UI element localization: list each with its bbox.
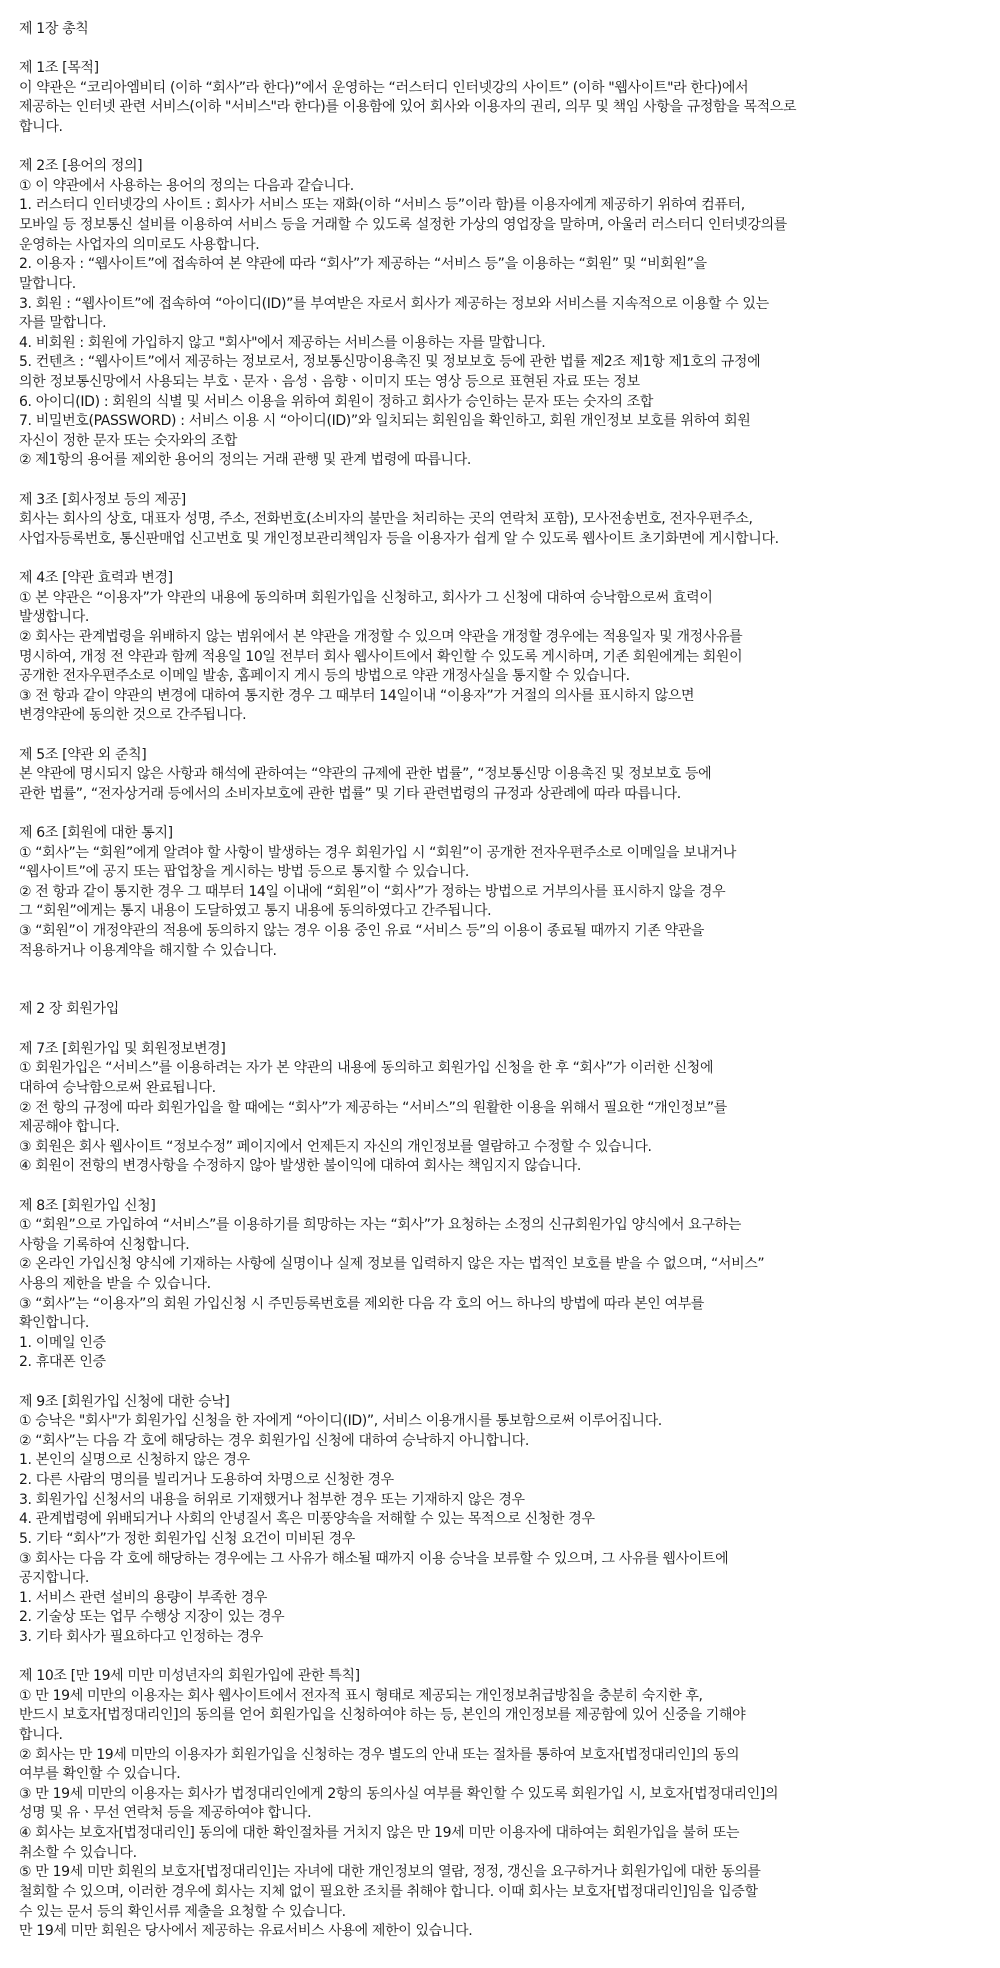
- text-line: 공지합니다.: [19, 1570, 89, 1587]
- list-item: 3. 회원가입 신청서의 내용을 허위로 기재했거나 첨부한 경우 또는 기재하지 않은 경우: [19, 1491, 525, 1508]
- text-line: 이 약관은 “코리아엠비티 (이하 “회사”라 한다)”에서 운영하는 “러스터디 인터넷강의 사이트” (이하 "웹사이트"라 한다)에서: [19, 79, 749, 96]
- text-line: 자를 말합니다.: [19, 315, 107, 332]
- clause-line: ② 온라인 가입신청 양식에 기재하는 사항에 실명이나 실제 정보를 입력하지 않은 자는 법적인 보호를 받을 수 없으며, “서비스”: [19, 1256, 765, 1273]
- list-item: 5. 기타 “회사”가 정한 회원가입 신청 요건이 미비된 경우: [19, 1530, 355, 1547]
- article-heading: 제 10조 [만 19세 미만 미성년자의 회원가입에 관한 특칙]: [19, 1668, 360, 1685]
- clause-line: ① “회원”으로 가입하여 “서비스”를 이용하기를 희망하는 자는 “회사”가 요청하는 소정의 신규회원가입 양식에서 요구하는: [19, 1217, 741, 1234]
- text-line: 만 19세 미만 회원은 당사에서 제공하는 유료서비스 사용에 제한이 있습니다.: [19, 1923, 473, 1940]
- list-item: 3. 기타 회사가 필요하다고 인정하는 경우: [19, 1628, 263, 1645]
- text-line: 발생합니다.: [19, 609, 89, 626]
- text-line: 성명 및 유ㆍ무선 연락처 등을 제공하여야 합니다.: [19, 1805, 312, 1822]
- text-line: 그 “회원”에게는 통지 내용이 도달하였고 통지 내용에 동의하였다고 간주됩니다.: [19, 903, 492, 920]
- article-heading: 제 4조 [약관 효력과 변경]: [19, 570, 173, 587]
- list-item: 3. 회원 : “웹사이트”에 접속하여 “아이디(ID)”를 부여받은 자로서 회사가 제공하는 정보와 서비스를 지속적으로 이용할 수 있는: [19, 295, 769, 312]
- list-item: 2. 기술상 또는 업무 수행상 지장이 있는 경우: [19, 1609, 285, 1626]
- list-item: 1. 서비스 관련 설비의 용량이 부족한 경우: [19, 1589, 268, 1606]
- list-item: 1. 본인의 실명으로 신청하지 않은 경우: [19, 1452, 250, 1469]
- clause-line: ① 만 19세 미만의 이용자는 회사 웹사이트에서 전자적 표시 형태로 제공되는 개인정보취급방침을 충분히 숙지한 후,: [19, 1687, 703, 1704]
- list-item: 2. 다른 사람의 명의를 빌리거나 도용하여 차명으로 신청한 경우: [19, 1472, 394, 1489]
- article-heading: 제 8조 [회원가입 신청]: [19, 1197, 156, 1214]
- text-line: 사항을 기록하여 신청합니다.: [19, 1236, 190, 1253]
- clause-line: ③ 만 19세 미만의 이용자는 회사가 법정대리인에게 2항의 동의사실 여부를 확인할 수 있도록 회원가입 시, 보호자[법정대리인]의: [19, 1785, 779, 1802]
- text-line: “웹사이트”에 공지 또는 팝업창을 게시하는 방법 등으로 통지할 수 있습니다.: [19, 864, 470, 881]
- text-line: 모바일 등 정보통신 설비를 이용하여 서비스 등을 거래할 수 있도록 설정한 가상의 영업장을 말하며, 아울러 러스터디 인터넷강의를: [19, 217, 787, 234]
- text-line: 자신이 정한 문자 또는 숫자와의 조합: [19, 432, 238, 449]
- article-heading: 제 1조 [목적]: [19, 60, 99, 77]
- clause-line: ① 이 약관에서 사용하는 용어의 정의는 다음과 같습니다.: [19, 177, 354, 194]
- clause-line: ④ 회사는 보호자[법정대리인] 동의에 대한 확인절차를 거치지 않은 만 19세 미만 이용자에 대하여는 회원가입을 불허 또는: [19, 1825, 740, 1842]
- text-line: 수 있는 문서 등의 확인서류 제출을 요청할 수 있습니다.: [19, 1903, 346, 1920]
- clause-line: ② 회사는 만 19세 미만의 이용자가 회원가입을 신청하는 경우 별도의 안내 또는 절차를 통하여 보호자[법정대리인]의 동의: [19, 1746, 740, 1763]
- text-line: 말합니다.: [19, 275, 76, 292]
- blank-line: [19, 804, 981, 824]
- clause-line: ② 제1항의 용어를 제외한 용어의 정의는 거래 관행 및 관계 법령에 따릅니다.: [19, 452, 472, 469]
- text-line: 대하여 승낙함으로써 완료됩니다.: [19, 1079, 216, 1096]
- article-heading: 제 7조 [회원가입 및 회원정보변경]: [19, 1040, 226, 1057]
- blank-line: [19, 961, 981, 981]
- article-heading: 제 2조 [용어의 정의]: [19, 158, 143, 175]
- clause-line: ① 본 약관은 “이용자”가 약관의 내용에 동의하며 회원가입을 신청하고, 회사가 그 신청에 대하여 승낙함으로써 효력이: [19, 589, 713, 606]
- clause-line: ② “회사”는 다음 각 호에 해당하는 경우 회원가입 신청에 대하여 승낙하지 아니합니다.: [19, 1432, 529, 1449]
- clause-line: ② 전 항의 규정에 따라 회원가입을 할 때에는 “회사”가 제공하는 “서비스”의 원활한 이용을 위해서 필요한 “개인정보”를: [19, 1099, 727, 1116]
- text-line: 제공하는 인터넷 관련 서비스(이하 "서비스"라 한다)를 이용함에 있어 회사와 이용자의 권리, 의무 및 책임 사항을 규정함을 목적으로: [19, 99, 797, 116]
- clause-line: ③ “회사”는 “이용자”의 회원 가입신청 시 주민등록번호를 제외한 다음 각 호의 어느 하나의 방법에 따라 본인 여부를: [19, 1295, 705, 1312]
- list-item: 2. 이용자 : “웹사이트”에 접속하여 본 약관에 따라 “회사”가 제공하는 “서비스 등”을 이용하는 “회원” 및 “비회원”을: [19, 256, 707, 273]
- text-line: 합니다.: [19, 119, 63, 136]
- text-line: 합니다.: [19, 1727, 63, 1744]
- text-line: 사업자등록번호, 통신판매업 신고번호 및 개인정보관리책임자 등을 이용자가 쉽게 알 수 있도록 웹사이트 초기화면에 게시합니다.: [19, 530, 779, 547]
- chapter-heading: 제 1장 총칙: [19, 21, 89, 37]
- blank-line: [19, 1648, 981, 1668]
- article-heading: 제 3조 [회사정보 등의 제공]: [19, 491, 186, 508]
- clause-line: ③ 전 항과 같이 약관의 변경에 대하여 통지한 경우 그 때부터 14일이내 “이용자”가 거절의 의사를 표시하지 않으면: [19, 687, 695, 704]
- clause-line: ③ 회사는 다음 각 호에 해당하는 경우에는 그 사유가 해소될 때까지 이용 승낙을 보류할 수 있으며, 그 사유를 웹사이트에: [19, 1550, 729, 1567]
- article-heading: 제 5조 [약관 외 준칙]: [19, 746, 147, 763]
- text-line: 철회할 수 있으며, 이러한 경우에 회사는 지체 없이 필요한 조치를 취해야 합니다. 이때 회사는 보호자[법정대리인]임을 입증할: [19, 1883, 758, 1900]
- clause-line: ② 회사는 관계법령을 위배하지 않는 범위에서 본 약관을 개정할 수 있으며 약관을 개정할 경우에는 적용일자 및 개정사유를: [19, 628, 743, 645]
- clause-line: ③ 회원은 회사 웹사이트 “정보수정” 페이지에서 언제든지 자신의 개인정보를 열람하고 수정할 수 있습니다.: [19, 1138, 652, 1155]
- blank-line: [19, 1177, 981, 1197]
- blank-line: [19, 1020, 981, 1040]
- text-line: 본 약관에 명시되지 않은 사항과 해석에 관하여는 “약관의 규제에 관한 법률”, “정보통신망 이용촉진 및 정보보호 등에: [19, 766, 712, 783]
- clause-line: ⑤ 만 19세 미만 회원의 보호자[법정대리인]는 자녀에 대한 개인정보의 열람, 정정, 갱신을 요구하거나 회원가입에 대한 동의를: [19, 1864, 761, 1881]
- clause-line: ① 승낙은 "회사"가 회원가입 신청을 한 자에게 “아이디(ID)”, 서비스 이용개시를 통보함으로써 이루어집니다.: [19, 1413, 662, 1430]
- list-item: 2. 휴대폰 인증: [19, 1354, 106, 1371]
- blank-line: [19, 981, 981, 1001]
- text-line: 의한 정보통신망에서 사용되는 부호ㆍ문자ㆍ음성ㆍ음향ㆍ이미지 또는 영상 등으로 표현된 자료 또는 정보: [19, 373, 640, 390]
- text-line: 여부를 확인할 수 있습니다.: [19, 1766, 181, 1783]
- text-line: 사용의 제한을 받을 수 있습니다.: [19, 1276, 211, 1292]
- text-line: 반드시 보호자[법정대리인]의 동의를 얻어 회원가입을 신청하여야 하는 등, 본인의 개인정보를 제공함에 있어 신중을 기해야: [19, 1707, 746, 1724]
- blank-line: [19, 726, 981, 746]
- text-line: 관한 법률”, “전자상거래 등에서의 소비자보호에 관한 법률” 및 기타 관련법령의 규정과 상관례에 따라 따릅니다.: [19, 785, 681, 802]
- text-line: 변경약관에 동의한 것으로 간주됩니다.: [19, 707, 247, 724]
- article-heading: 제 6조 [회원에 대한 통지]: [19, 824, 173, 841]
- text-line: 회사는 회사의 상호, 대표자 성명, 주소, 전화번호(소비자의 불만을 처리하는 곳의 연락처 포함), 모사전송번호, 전자우편주소,: [19, 511, 753, 528]
- clause-line: ③ “회원”이 개정약관의 적용에 동의하지 않는 경우 이용 중인 유료 “서비스 등”의 이용이 종료될 때까지 기존 약관을: [19, 923, 705, 940]
- list-item: 6. 아이디(ID) : 회원의 식별 및 서비스 이용을 위하여 회원이 정하고 회사가 승인하는 문자 또는 숫자의 조합: [19, 393, 654, 410]
- list-item: 1. 러스터디 인터넷강의 사이트 : 회사가 서비스 또는 재화(이하 “서비스 등”이라 함)를 이용자에게 제공하기 위하여 컴퓨터,: [19, 197, 745, 214]
- clause-line: ④ 회원이 전항의 변경사항을 수정하지 않아 발생한 불이익에 대하여 회사는 책임지지 않습니다.: [19, 1158, 582, 1175]
- blank-line: [19, 138, 981, 158]
- chapter-heading: 제 2 장 회원가입: [19, 1001, 119, 1018]
- text-line: 제공해야 합니다.: [19, 1119, 120, 1136]
- list-item: 5. 컨텐츠 : “웹사이트”에서 제공하는 정보로서, 정보통신망이용촉진 및 정보보호 등에 관한 법률 제2조 제1항 제1호의 규정에: [19, 354, 761, 371]
- list-item: 1. 이메일 인증: [19, 1334, 106, 1351]
- blank-line: [19, 40, 981, 60]
- text-line: 공개한 전자우편주소로 이메일 발송, 홈페이지 게시 등의 방법으로 약관 개정사실을 통지할 수 있습니다.: [19, 668, 630, 685]
- list-item: 4. 관계법령에 위배되거나 사회의 안녕질서 혹은 미풍양속을 저해할 수 있는 목적으로 신청한 경우: [19, 1511, 595, 1528]
- text-line: 확인합니다.: [19, 1315, 89, 1332]
- clause-line: ① 회원가입은 “서비스”를 이용하려는 자가 본 약관의 내용에 동의하고 회원가입 신청을 한 후 “회사”가 이러한 신청에: [19, 1060, 714, 1077]
- text-line: 적용하거나 이용계약을 해지할 수 있습니다.: [19, 942, 277, 959]
- text-line: 취소할 수 있습니다.: [19, 1844, 137, 1861]
- list-item: 7. 비밀번호(PASSWORD) : 서비스 이용 시 “아이디(ID)”와 일치되는 회원임을 확인하고, 회원 개인정보 보호를 위하여 회원: [19, 413, 751, 430]
- list-item: 4. 비회원 : 회원에 가입하지 않고 "회사"에서 제공하는 서비스를 이용하는 자를 말합니다.: [19, 334, 546, 351]
- text-line: 명시하여, 개정 전 약관과 함께 적용일 10일 전부터 회사 웹사이트에서 확인할 수 있도록 게시하며, 기존 회원에게는 회원이: [19, 648, 743, 665]
- clause-line: ② 전 항과 같이 통지한 경우 그 때부터 14일 이내에 “회원”이 “회사”가 정하는 방법으로 거부의사를 표시하지 않을 경우: [19, 883, 726, 900]
- blank-line: [19, 1373, 981, 1393]
- text-line: 운영하는 사업자의 의미로도 사용합니다.: [19, 236, 260, 253]
- blank-line: [19, 471, 981, 491]
- clause-line: ① “회사”는 “회원”에게 알려야 할 사항이 발생하는 경우 회원가입 시 “회원”이 공개한 전자우편주소로 이메일을 보내거나: [19, 844, 737, 861]
- blank-line: [19, 549, 981, 569]
- article-heading: 제 9조 [회원가입 신청에 대한 승낙]: [19, 1393, 230, 1410]
